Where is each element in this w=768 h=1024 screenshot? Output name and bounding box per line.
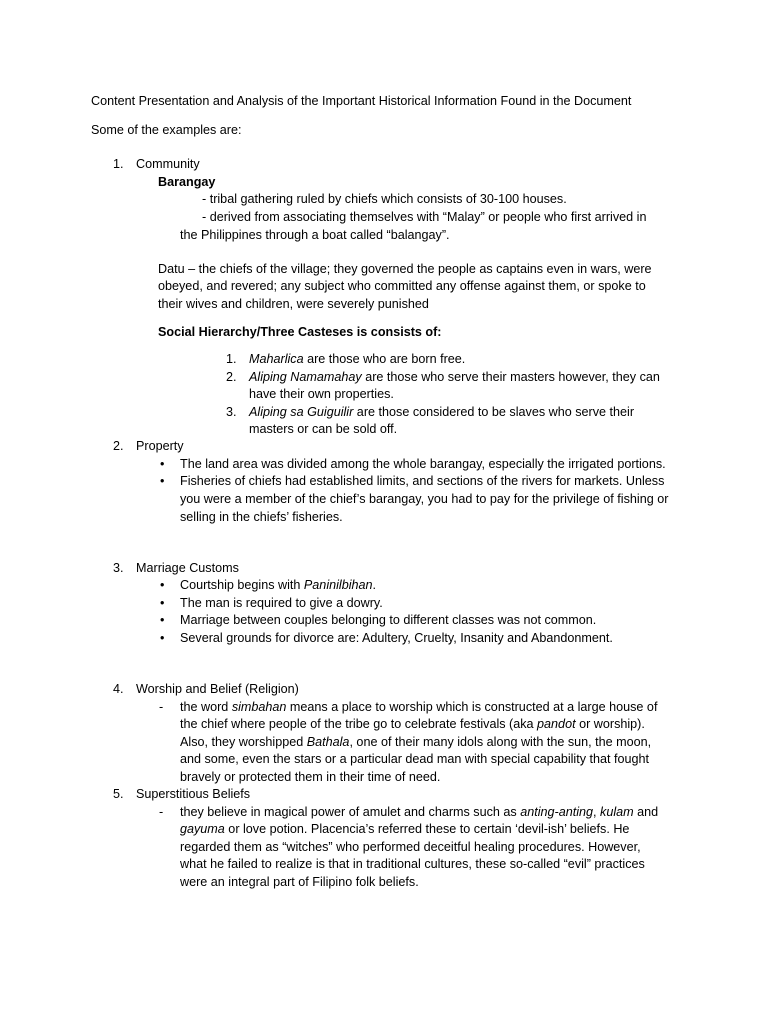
datu-line-2: obeyed, and revered; any subject who committed any offense against them, or spoke to	[158, 279, 646, 293]
property-item-2-line-2: you were a member of the chief’s barangay, you had to pay for the privilege of fishing or	[180, 492, 669, 506]
hierarchy-2-text	[249, 369, 660, 387]
document-title: Content Presentation and Analysis of the Important Historical Information Found in the Document	[91, 94, 632, 108]
hierarchy-2-term: Aliping Namamahay	[249, 370, 362, 384]
barangay-line-2: - derived from associating themselves with “Malay” or people who first arrived in	[202, 210, 647, 224]
superstition-line-1-post: and	[633, 805, 659, 819]
marriage-item-1-pre: Courtship begins with	[180, 578, 304, 592]
hierarchy-1-text	[249, 351, 465, 369]
property-item-2-line-1: Fisheries of chiefs had established limits, and sections of the rivers for markets. Unless	[180, 474, 665, 488]
marriage-item-1-term: Paninilbihan	[303, 578, 373, 592]
section-2-heading: Property	[136, 439, 184, 453]
section-3-heading: Marriage Customs	[136, 561, 239, 575]
worship-line-1-post: means a place to worship which is constructed at a large house of	[286, 700, 658, 714]
worship-term-pandot: pandot	[537, 717, 576, 731]
worship-dash: -	[159, 700, 164, 714]
section-5-heading: Superstitious Beliefs	[136, 787, 251, 801]
marriage-item-2: The man is required to give a dowry.	[180, 596, 383, 610]
hierarchy-1-number: 1.	[226, 352, 237, 366]
worship-line-3-pre: Also, they worshipped	[180, 735, 307, 749]
worship-line-2	[180, 716, 645, 734]
marriage-item-1	[180, 577, 376, 595]
social-hierarchy-title: Social Hierarchy/Three Casteses is consists of:	[158, 325, 442, 339]
worship-line-1	[180, 699, 657, 717]
hierarchy-3-cont: masters or can be sold off.	[249, 422, 398, 436]
hierarchy-1-desc: are those who are born free.	[303, 352, 466, 366]
section-2-number: 2.	[113, 439, 124, 453]
property-item-1: The land area was divided among the whole barangay, especially the irrigated portions.	[180, 457, 666, 471]
superstition-dash: -	[159, 805, 164, 819]
marriage-item-4: Several grounds for divorce are: Adultery, Cruelty, Insanity and Abandonment.	[180, 631, 613, 645]
hierarchy-3-number: 3.	[226, 405, 237, 419]
worship-line-5: bravely or protected them in their time of need.	[180, 770, 441, 784]
superstition-line-1-pre: they believe in magical power of amulet and charms such as	[180, 805, 521, 819]
section-1-heading: Community	[136, 157, 200, 171]
worship-term-bathala: Bathala	[306, 735, 350, 749]
hierarchy-3-desc: are those considered to be slaves who serve their	[353, 405, 635, 419]
datu-line-1: Datu – the chiefs of the village; they governed the people as captains even in wars, were	[158, 262, 652, 276]
superstition-line-2-post: or love potion. Placencia’s referred these to certain ‘devil-ish’ beliefs. He	[224, 822, 630, 836]
property-bullet-2: •	[160, 474, 165, 488]
worship-line-3-post: , one of their many idols along with the sun, the moon,	[349, 735, 652, 749]
worship-line-4: and some, even the stars or a particular dead man with special capability that fought	[180, 752, 650, 766]
superstition-line-1	[180, 804, 658, 822]
superstition-term-anting: anting-anting	[520, 805, 594, 819]
section-4-number: 4.	[113, 682, 124, 696]
section-3-number: 3.	[113, 561, 124, 575]
marriage-bullet-1: •	[160, 578, 165, 592]
barangay-title: Barangay	[158, 175, 216, 189]
worship-line-2-pre: the chief where people of the tribe go to celebrate festivals (aka	[180, 717, 538, 731]
datu-line-3: their wives and children, were severely punished	[158, 297, 429, 311]
marriage-bullet-2: •	[160, 596, 165, 610]
barangay-line-3: the Philippines through a boat called “balangay”.	[180, 228, 450, 242]
section-4-heading: Worship and Belief (Religion)	[136, 682, 299, 696]
superstition-line-1-sep: ,	[593, 805, 601, 819]
superstition-term-kulam: kulam	[600, 805, 634, 819]
worship-line-2-post: or worship).	[575, 717, 645, 731]
section-1-number: 1.	[113, 157, 124, 171]
hierarchy-2-desc: are those who serve their masters however, they can	[361, 370, 660, 384]
superstition-line-4: what he failed to realize is that in traditional cultures, these so-called “evil” practices	[180, 857, 645, 871]
superstition-term-gayuma: gayuma	[180, 822, 225, 836]
hierarchy-3-text	[249, 404, 634, 422]
worship-term-simbahan: simbahan	[231, 700, 287, 714]
marriage-item-1-post: .	[372, 578, 377, 592]
hierarchy-3-term: Aliping sa Guiguilir	[249, 405, 354, 419]
hierarchy-2-number: 2.	[226, 370, 237, 384]
hierarchy-2-cont: have their own properties.	[249, 387, 394, 401]
section-5-number: 5.	[113, 787, 124, 801]
barangay-line-1: - tribal gathering ruled by chiefs which consists of 30-100 houses.	[202, 192, 567, 206]
marriage-bullet-4: •	[160, 631, 165, 645]
property-item-2-line-3: selling in the chiefs’ fisheries.	[180, 510, 343, 524]
worship-line-1-pre: the word	[180, 700, 232, 714]
superstition-line-5: were an integral part of Filipino folk beliefs.	[180, 875, 419, 889]
marriage-bullet-3: •	[160, 613, 165, 627]
hierarchy-1-term: Maharlica	[249, 352, 304, 366]
superstition-line-3: regarded them as “witches” who performed deceitful healing procedures. However,	[180, 840, 641, 854]
superstition-line-2	[180, 821, 629, 839]
intro-text: Some of the examples are:	[91, 123, 242, 137]
worship-line-3	[180, 734, 651, 752]
marriage-item-3: Marriage between couples belonging to different classes was not common.	[180, 613, 597, 627]
property-bullet-1: •	[160, 457, 165, 471]
